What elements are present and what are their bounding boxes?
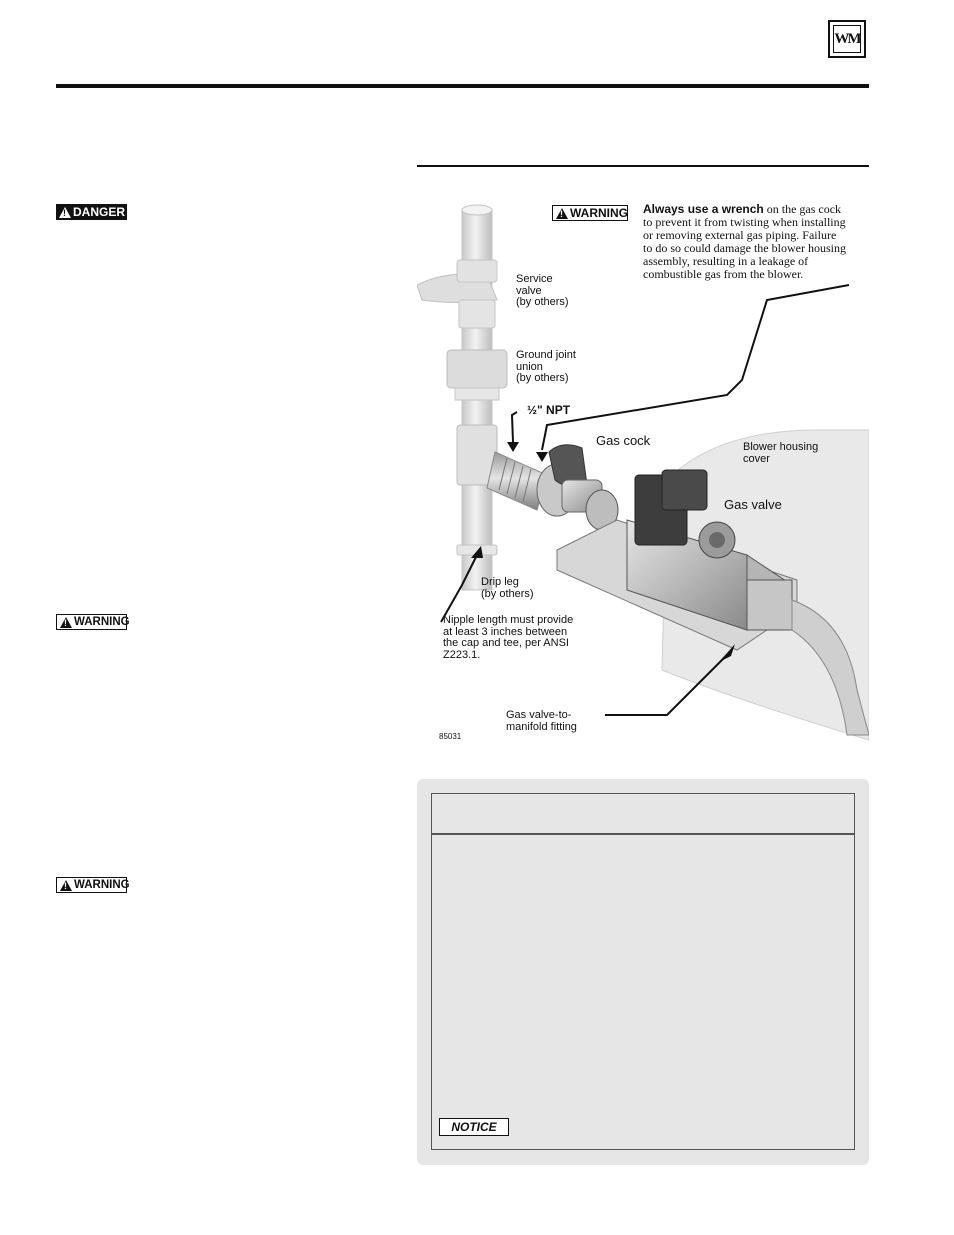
gas-piping-figure	[417, 190, 869, 750]
logo-mark: WM	[833, 25, 861, 53]
drip-leg-label: Drip leg (by others)	[481, 576, 534, 600]
ground-joint-union-shape	[447, 350, 507, 388]
warning-badge	[56, 614, 130, 630]
danger-badge	[56, 204, 127, 220]
hazard-icon	[556, 208, 568, 219]
npt-leader	[512, 412, 517, 442]
manifold-fitting-shape	[747, 580, 792, 630]
company-logo	[828, 20, 866, 58]
warning-badge-label: WARNING	[74, 879, 130, 891]
danger-badge-label: DANGER	[73, 205, 126, 219]
notice-badge: NOTICE	[439, 1118, 509, 1136]
warning-badge	[56, 877, 130, 893]
ground-joint-union-label: Ground joint union (by others)	[516, 349, 576, 384]
hazard-icon	[59, 207, 71, 218]
hazard-icon	[60, 880, 72, 891]
section-rule	[417, 165, 869, 167]
wrench-warning-note: Always use a wrench on the gas cock to prevent it from twisting when installing or removing external gas piping. Failure to do so could damage the blower housing assembly, resulting in a leakage of combustible gas from the blower.	[643, 202, 846, 281]
warning-badge-label: WARNING	[74, 616, 130, 628]
nipple-length-note: Nipple length must provide at least 3 inches between the cap and tee, per ANSI Z223.1.	[443, 614, 574, 661]
gas-valve-label: Gas valve	[724, 497, 782, 512]
npt-label: ½" NPT	[527, 403, 571, 417]
info-box-divider	[431, 833, 855, 835]
figure-number: 85031	[439, 732, 462, 741]
blower-housing-cover-label: Blower housing cover	[743, 441, 819, 465]
service-valve-label: Service valve (by others)	[516, 273, 569, 308]
header-rule	[56, 84, 869, 88]
manifold-fitting-label: Gas valve-to- manifold fitting	[506, 709, 577, 733]
wrench-leader	[542, 285, 849, 450]
figure-warning-label: WARNING	[570, 206, 628, 220]
info-box-frame	[431, 793, 855, 1150]
hazard-icon	[60, 617, 72, 628]
figure-warning-badge	[552, 205, 628, 221]
gas-cock-label: Gas cock	[596, 433, 651, 448]
